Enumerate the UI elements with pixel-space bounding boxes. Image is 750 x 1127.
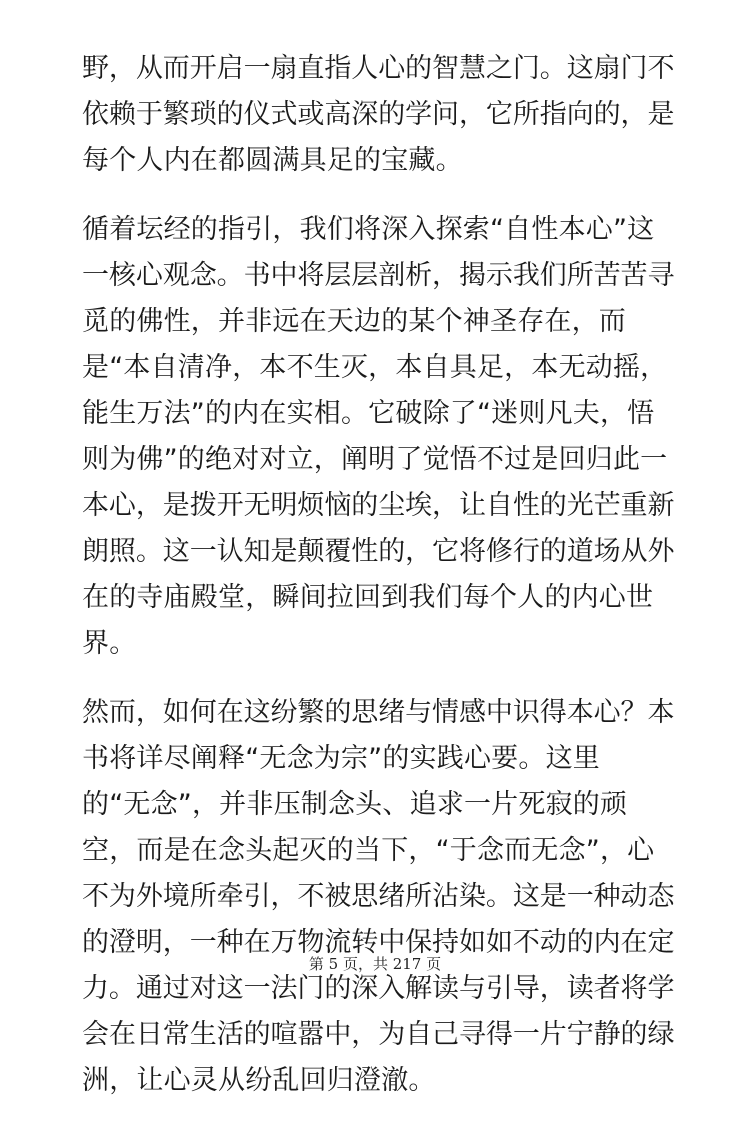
text-line: 洲，让心灵从纷乱回归澄澈。 xyxy=(82,1065,436,1096)
page-number-footer: 第 5 页，共 217 页 xyxy=(308,955,442,973)
text-line: 的澄明，一种在万物流转中保持如如不动的内在定 xyxy=(82,927,675,958)
text-line: 循着坛经的指引，我们将深入探索“自性本心”这 xyxy=(82,214,655,245)
paragraph-2 xyxy=(82,207,675,667)
text-line: 力。通过对这一法门的深入解读与引导，读者将学 xyxy=(82,973,675,1004)
text-line: 不为外境所牵引，不被思绪所沾染。这是一种动态 xyxy=(82,881,675,912)
text-line: 会在日常生活的喧嚣中，为自己寻得一片宁静的绿 xyxy=(82,1019,675,1050)
text-line: 然而，如何在这纷繁的思绪与情感中识得本心？本 xyxy=(82,697,675,728)
text-line: 每个人内在都圆满具足的宝藏。 xyxy=(82,145,463,176)
text-line: 觅的佛性，并非远在天边的某个神圣存在，而 xyxy=(82,306,626,337)
paragraph-1 xyxy=(82,46,675,184)
text-line: 则为佛”的绝对对立，阐明了觉悟不过是回归此一 xyxy=(82,444,668,475)
paragraph-3 xyxy=(82,690,675,1104)
text-line: 界。 xyxy=(82,628,137,659)
text-line: 朗照。这一认知是颠覆性的，它将修行的道场从外 xyxy=(82,536,675,567)
text-line: 本心，是拨开无明烦恼的尘埃，让自性的光芒重新 xyxy=(82,490,675,521)
text-line: 书将详尽阐释“无念为宗”的实践心要。这里 xyxy=(82,743,600,774)
text-line: 空，而是在念头起灭的当下，“于念而无念”，心 xyxy=(82,835,655,866)
text-line: 野，从而开启一扇直指人心的智慧之门。这扇门不 xyxy=(82,53,675,84)
text-line: 是“本自清净，本不生灭，本自具足，本无动摇， xyxy=(82,352,668,383)
text-line: 的“无念”，并非压制念头、追求一片死寂的顽 xyxy=(82,789,628,820)
text-line: 一核心观念。书中将层层剖析，揭示我们所苦苦寻 xyxy=(82,260,675,291)
text-line: 能生万法”的内在实相。它破除了“迷则凡夫，悟 xyxy=(82,398,655,429)
text-line: 依赖于繁琐的仪式或高深的学问，它所指向的，是 xyxy=(82,99,675,130)
text-line: 在的寺庙殿堂，瞬间拉回到我们每个人的内心世 xyxy=(82,582,654,613)
